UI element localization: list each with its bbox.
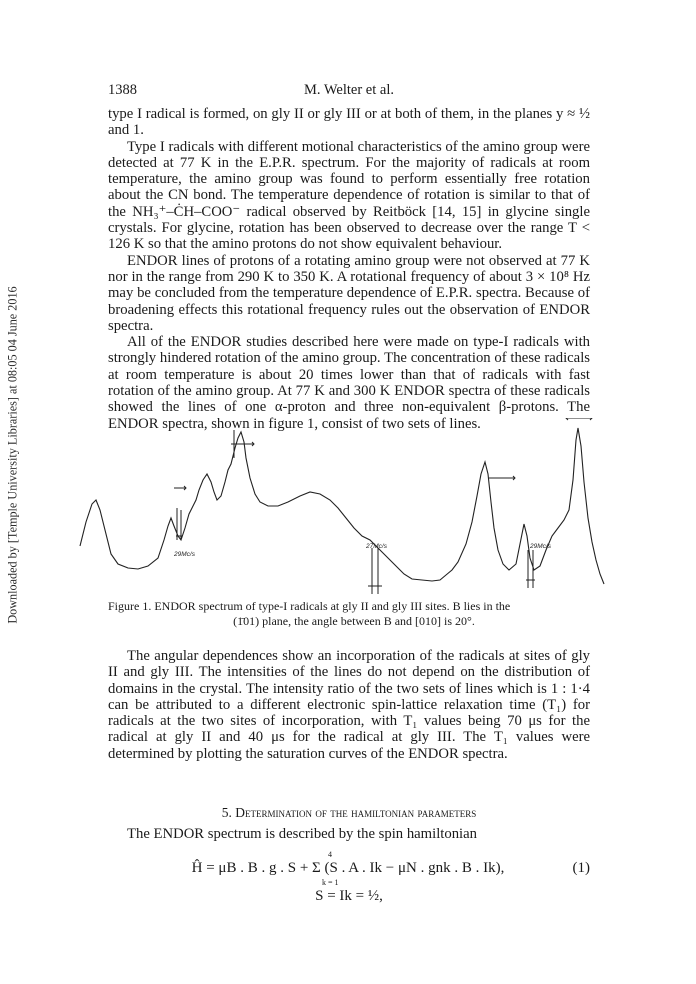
- frequency-label-3: 29Mc/s: [530, 543, 551, 550]
- spectrum-trace: [80, 428, 604, 584]
- equation-1: [108, 850, 590, 886]
- figure-caption: [108, 599, 600, 628]
- hamiltonian-equation: Ĥ = μB . B . g . S + Σ (S . A . Ik − μN . gnk . B . Ik),: [191, 860, 505, 876]
- sum-lower-limit: k = 1: [322, 878, 339, 887]
- page-header: [108, 82, 590, 100]
- section-heading: [108, 805, 590, 821]
- running-title: [108, 82, 590, 99]
- page-number: 1388: [108, 82, 137, 98]
- spin-condition: S = Ik = ½,: [315, 888, 383, 904]
- caption-line-2: (1̄01) plane, the angle between B and [010] is 20°.: [233, 614, 475, 628]
- paragraph-hamiltonian: The ENDOR spectrum is described by the spin hamiltonian: [127, 826, 477, 842]
- paragraph-angular: The angular dependences show an incorporation of the radicals at sites of gly II and gly III. The intensities of the lines do not depend on the distribution of domains in the crystal. The intensity ratio of the two sets of lines which is 1 : 1·4 can be attributed to a different electronic spin-lattice relaxation time (T₁) for radicals at the two sites of incorporation, with T₁ values being 70 μs for the radical at gly II and 40 μs for the radical at gly III. The T₁ values were determined by plotting the saturation curves of the ENDOR spectra.: [108, 648, 590, 762]
- body-text-top: [108, 106, 590, 432]
- body-text-hamiltonian: [108, 826, 590, 842]
- download-watermark: [4, 230, 22, 680]
- sum-upper-limit: 4: [328, 850, 332, 859]
- peak-marker-lines: [174, 418, 592, 594]
- paragraph-all-endor: All of the ENDOR studies described here were made on type-I radicals with strongly hindered rotation of the amino group. The concentration of these radicals at room temperature is about 20 times lower than that of radicals with fast rotation of the amino group. At 77 K and 300 K ENDOR spectra of these radicals showed the lines of one α-proton and three non-equivalent β-protons. The ENDOR spectra, shown in figure 1, consist of two sets of lines.: [108, 334, 590, 432]
- caption-line-1: Figure 1. ENDOR spectrum of type-I radicals at gly II and gly III sites. B lies in the: [108, 599, 511, 613]
- endor-spectrum-figure: [78, 418, 606, 596]
- section-heading-text: 5. Determination of the hamiltonian parameters: [221, 805, 477, 820]
- download-note: Downloaded by [Temple University Libraries] at 08:05 04 June 2016: [5, 286, 20, 624]
- frequency-label-1: 29Mc/s: [174, 551, 195, 558]
- equation-1-condition: [108, 888, 590, 905]
- paragraph-planes: type I radical is formed, on gly II or gly III or at both of them, in the planes y ≈ ½ and 1.: [108, 106, 590, 139]
- equation-number: (1): [572, 860, 590, 876]
- paragraph-endor-lines: ENDOR lines of protons of a rotating amino group were not observed at 77 K nor in the range from 290 K to 350 K. A rotational frequency of about 3 × 10⁸ Hz may be concluded from the temperature dependence of E.P.R. spectra. Because of broadening effects this rotational frequency rules out the observation of ENDOR spectra.: [108, 252, 590, 334]
- running-title-text: M. Welter et al.: [304, 82, 394, 98]
- body-text-bottom: [108, 648, 590, 762]
- paragraph-motional: Type I radicals with different motional characteristics of the amino group were detected at 77 K in the E.P.R. spectrum. For the majority of radicals at room temperature, the amino group was found to perform essentially free rotation about the CN bond. The temperature dependence of rotation is similar to that of the NH₃⁺–ĊH–COO⁻ radical observed by Reitböck [14, 15] in glycine single crystals. For glycine, rotation has been observed to decrease over the range T < 126 K so that the amino protons do not show equivalent behaviour.: [108, 138, 590, 253]
- frequency-label-2: 27Mc/s: [366, 543, 387, 550]
